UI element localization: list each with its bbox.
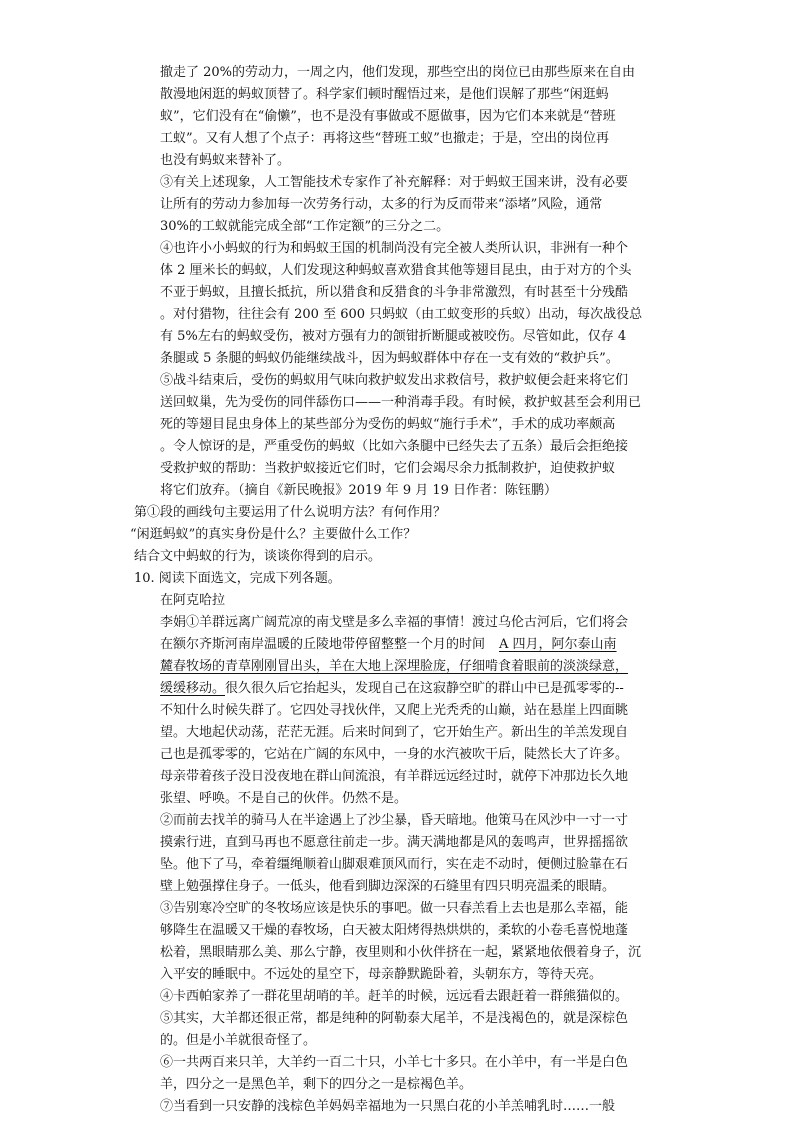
text-line: 死的等翅目昆虫身体上的某些部分为受伤的蚂蚁“施行手术”，手术的成功率颇高	[160, 417, 616, 432]
text-line: 体 2 厘米长的蚂蚁，人们发现这种蚂蚁喜欢猎食其他等翅目昆虫，由于对方的个头	[160, 263, 632, 278]
question-line: “闲逛蚂蚁”的真实身份是什么？主要做什么工作？	[130, 527, 417, 542]
text-line: ⑤战斗结束后，受伤的蚂蚁用气味向救护蚁发出求救信号，救护蚁便会赶来将它们	[160, 373, 629, 388]
text-line: ③告别寒冷空旷的冬牧场应该是快乐的事吧。做一只春羔看上去也是那么幸福，能	[160, 901, 629, 916]
text-line: 送回蚁巢，先为受伤的同伴舔伤口——一种消毒手段。有时候，救护蚁甚至会利用已	[160, 395, 642, 410]
text-line: 坠。他下了马，牵着缰绳顺着山脚艰难顶风而行，实在走不动时，便侧过脸靠在石	[160, 857, 629, 872]
article-title: 在阿克哈拉	[160, 593, 226, 608]
text-line: 。对付猎物，往往会有 200 至 600 只蚂蚁（由工蚁变形的兵蚁）出动，每次战役总	[160, 307, 643, 322]
text-line: 条腿或 5 条腿的蚂蚁仍能继续战斗，因为蚂蚁群体中存在一支有效的“救护兵”。	[160, 351, 619, 366]
text-line: 撤走了 20%的劳动力，一周之内，他们发现，那些空出的岗位已由那些原来在自由	[160, 65, 636, 80]
text-line: 不知什么时候失群了。它四处寻找伙伴，又爬上光秃秃的山巅，站在悬崖上四面眺	[160, 703, 629, 718]
text-segment: 在额尔齐斯河南岸温暖的丘陵地带停留整整一个月的时间	[160, 637, 486, 652]
text-line: ③有关上述现象，人工智能技术专家作了补充解释：对于蚂蚁王国来讲，没有必要	[160, 175, 629, 190]
text-line: 有 5%左右的蚂蚁受伤，被对方强有力的颌钳折断腿或被咬伤。尽管如此，仅存 4	[160, 329, 627, 344]
text-line: 的。但是小羊就很奇怪了。	[160, 1033, 317, 1048]
text-line	[160, 678, 624, 700]
underlined-sentence: 麓春牧场的青草刚刚冒出头，羊在大地上深埋脸庞，仔细啃食着眼前的淡淡绿意，	[160, 659, 629, 674]
text-line: 。令人惊讶的是，严重受伤的蚂蚁（比如六条腿中已经失去了五条）最后会拒绝接	[160, 439, 629, 454]
question-line: 结合文中蚂蚁的行为，谈谈你得到的启示。	[134, 549, 382, 564]
text-line: 入平安的睡眠中。不远处的星空下，母亲静默跪卧着，头朝东方，等待天亮。	[160, 967, 603, 982]
underlined-sentence: A 四月，阿尔泰山南	[499, 637, 617, 652]
text-line: 摸索行进，直到马再也不愿意往前走一步。满天满地都是风的轰鸣声，世界摇摇欲	[160, 835, 629, 850]
text-line: ④卡西帕家养了一群花里胡哨的羊。赶羊的时候，远远看去跟赶着一群熊猫似的。	[160, 989, 629, 1004]
text-line: 张望、呼唤。不是自己的伙伴。仍然不是。	[160, 791, 408, 806]
text-line	[160, 634, 617, 656]
text-line: ⑦当看到一只安静的浅棕色羊妈妈幸福地为一只黑白花的小羊羔哺乳时……一般	[160, 1099, 616, 1114]
section-heading: 10. 阅读下面选文，完成下列各题。	[134, 571, 341, 586]
text-line: ⑤其实，大羊都还很正常，都是纯种的阿勒泰大尾羊，不是浅褐色的，就是深棕色	[160, 1011, 629, 1026]
text-line: 30%的工蚁就能完成全部“工作定额”的三分之二。	[160, 219, 450, 234]
text-line: 受救护蚁的帮助：当救护蚁接近它们时，它们会竭尽余力抵制救护，迫使救护蚁	[160, 461, 616, 476]
text-segment: 很久很久后它抬起头，发现自己在这寂静空旷的群山中已是孤零零的--	[225, 681, 624, 696]
text-line: 母亲带着孩子没日没夜地在群山间流浪，有羊群远远经过时，就停下冲那边长久地	[160, 769, 629, 784]
text-line: 散漫地闲逛的蚂蚁顶替了。科学家们顿时醒悟过来，是他们误解了那些“闲逛蚂	[160, 87, 609, 102]
text-line: 工蚁”。又有人想了个点子：再将这些“替班工蚁”也撤走；于是，空出的岗位再	[160, 131, 609, 146]
text-line: 也没有蚂蚁来替补了。	[160, 153, 291, 168]
text-line: 望。大地起伏动荡，茫茫无涯。后来时间到了，它开始生产。新出生的羊羔发现自	[160, 725, 629, 740]
text-line: ②而前去找羊的骑马人在半途遇上了沙尘暴，昏天暗地。他策马在风沙中一寸一寸	[160, 813, 629, 828]
text-line: 羊，四分之一是黑色羊，剩下的四分之一是棕褐色羊。	[160, 1077, 473, 1092]
question-line: 第①段的画线句主要运用了什么说明方法？有何作用？	[134, 505, 447, 520]
text-line: 够降生在温暖又干燥的春牧场，白天被太阳烤得热烘烘的，柔软的小卷毛喜悦地蓬	[160, 923, 629, 938]
text-line: 壁上勉强撑住身子。一低头，他看到脚边深深的石缝里有四只明亮温柔的眼睛。	[160, 879, 616, 894]
text-line: 松着，黑眼睛那么美、那么宁静，夜里则和小伙伴挤在一起，紧紧地依偎着身子，沉	[160, 945, 642, 960]
text-line: ⑥一共两百来只羊，大羊约一百二十只，小羊七十多只。在小羊中，有一半是白色	[160, 1055, 629, 1070]
text-line: 李娟①羊群远离广阔荒凉的南戈壁是多么幸福的事情！渡过乌伦古河后，它们将会	[160, 615, 629, 630]
text-line: 不亚于蚂蚁，且擅长抵抗，所以猎食和反猎食的斗争非常激烈，有时甚至十分残酷	[160, 285, 629, 300]
text-line: 将它们放弃。（摘自《新民晚报》2019 年 9 月 19 日作者：陈钰鹏）	[160, 483, 558, 498]
text-line: ④也许小小蚂蚁的行为和蚂蚁王国的机制尚没有完全被人类所认识，非洲有一种个	[160, 241, 629, 256]
underlined-sentence: 缓缓移动。	[160, 681, 226, 696]
text-line: 让所有的劳动力参加每一次劳务行动，太多的行为反而带来“添堵”风险，通常	[160, 197, 603, 212]
text-line: 蚁”，它们没有在“偷懒”，也不是没有事做或不愿做事，因为它们本来就是“替班	[160, 109, 616, 124]
text-line: 己也是孤零零的，它站在广阔的东风中，一身的水汽被吹干后，陡然长大了许多。	[160, 747, 629, 762]
